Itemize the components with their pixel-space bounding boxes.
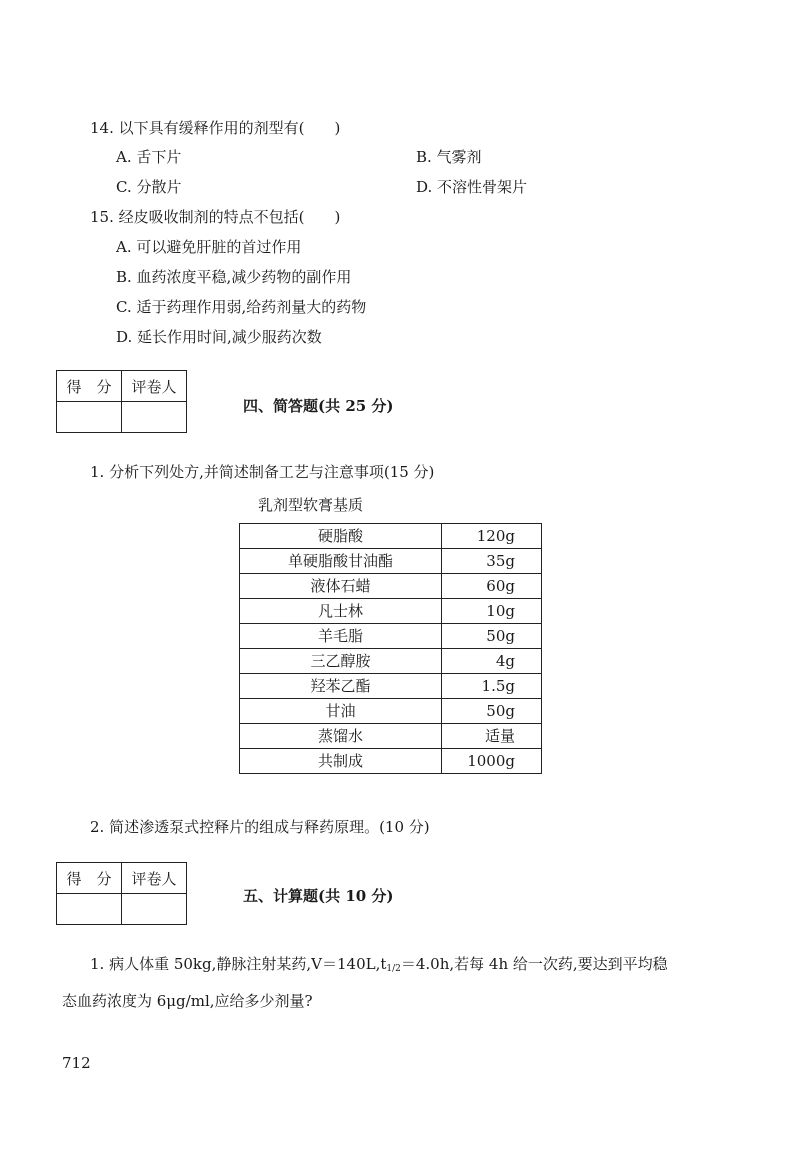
grader-box-section5 xyxy=(56,862,187,925)
ingredient-name: 羟苯乙酯 xyxy=(240,674,442,699)
formula-row xyxy=(240,724,542,749)
ingredient-name: 液体石蜡 xyxy=(240,574,442,599)
section5-q1-line1-part-a: 1. 病人体重 50kg,静脉注射某药,V＝140L,t xyxy=(90,955,387,973)
ingredient-amount: 1000g xyxy=(442,749,542,774)
q15-option-c: C. 适于药理作用弱,给药剂量大的药物 xyxy=(116,298,367,316)
score-label: 得 分 xyxy=(57,371,122,402)
formula-row xyxy=(240,649,542,674)
score-cell xyxy=(57,402,122,433)
q14-option-d: D. 不溶性骨架片 xyxy=(416,178,528,196)
formula-row xyxy=(240,549,542,574)
formula-row xyxy=(240,599,542,624)
page-number: 712 xyxy=(62,1054,91,1072)
formula-row xyxy=(240,624,542,649)
section5-q1-line2: 态血药浓度为 6μg/ml,应给多少剂量? xyxy=(62,992,313,1010)
formula-table-caption: 乳剂型软膏基质 xyxy=(258,496,364,514)
ingredient-name: 凡士林 xyxy=(240,599,442,624)
ingredient-name: 单硬脂酸甘油酯 xyxy=(240,549,442,574)
grader-box-section4 xyxy=(56,370,187,433)
reviewer-cell xyxy=(122,894,187,925)
ingredient-amount: 10g xyxy=(442,599,542,624)
reviewer-label: 评卷人 xyxy=(122,863,187,894)
section4-q1: 1. 分析下列处方,并简述制备工艺与注意事项(15 分) xyxy=(90,463,435,481)
q15-stem: 15. 经皮吸收制剂的特点不包括( ) xyxy=(90,208,341,226)
q14-option-c: C. 分散片 xyxy=(116,178,182,196)
section5-title: 五、计算题(共 10 分) xyxy=(243,887,394,905)
ingredient-name: 共制成 xyxy=(240,749,442,774)
ingredient-name: 甘油 xyxy=(240,699,442,724)
score-label: 得 分 xyxy=(57,863,122,894)
q15-option-b: B. 血药浓度平稳,减少药物的副作用 xyxy=(116,268,352,286)
section5-q1-line1-part-b: ＝4.0h,若每 4h 给一次药,要达到平均稳 xyxy=(400,955,668,973)
formula-row xyxy=(240,749,542,774)
ingredient-name: 羊毛脂 xyxy=(240,624,442,649)
section4-q2: 2. 简述渗透泵式控释片的组成与释药原理。(10 分) xyxy=(90,818,430,836)
reviewer-cell xyxy=(122,402,187,433)
ingredient-amount: 4g xyxy=(442,649,542,674)
ingredient-name: 硬脂酸 xyxy=(240,524,442,549)
score-cell xyxy=(57,894,122,925)
q15-option-a: A. 可以避免肝脏的首过作用 xyxy=(116,238,302,256)
ingredient-name: 蒸馏水 xyxy=(240,724,442,749)
ingredient-amount: 60g xyxy=(442,574,542,599)
q15-option-d: D. 延长作用时间,减少服药次数 xyxy=(116,328,322,346)
ingredient-amount: 50g xyxy=(442,699,542,724)
q14-option-b: B. 气雾剂 xyxy=(416,148,482,166)
section5-q1-line1 xyxy=(90,954,668,979)
formula-row xyxy=(240,524,542,549)
q14-option-a: A. 舌下片 xyxy=(116,148,182,166)
ingredient-amount: 120g xyxy=(442,524,542,549)
ingredient-name: 三乙醇胺 xyxy=(240,649,442,674)
formula-row xyxy=(240,699,542,724)
ingredient-amount: 50g xyxy=(442,624,542,649)
formula-row xyxy=(240,574,542,599)
q14-stem: 14. 以下具有缓释作用的剂型有( ) xyxy=(90,119,341,137)
reviewer-label: 评卷人 xyxy=(122,371,187,402)
ingredient-amount: 35g xyxy=(442,549,542,574)
ingredient-amount: 1.5g xyxy=(442,674,542,699)
formula-row xyxy=(240,674,542,699)
formula-table xyxy=(239,523,542,774)
ingredient-amount: 适量 xyxy=(442,724,542,749)
half-life-subscript: 1/2 xyxy=(386,964,401,974)
section4-title: 四、简答题(共 25 分) xyxy=(243,397,394,415)
